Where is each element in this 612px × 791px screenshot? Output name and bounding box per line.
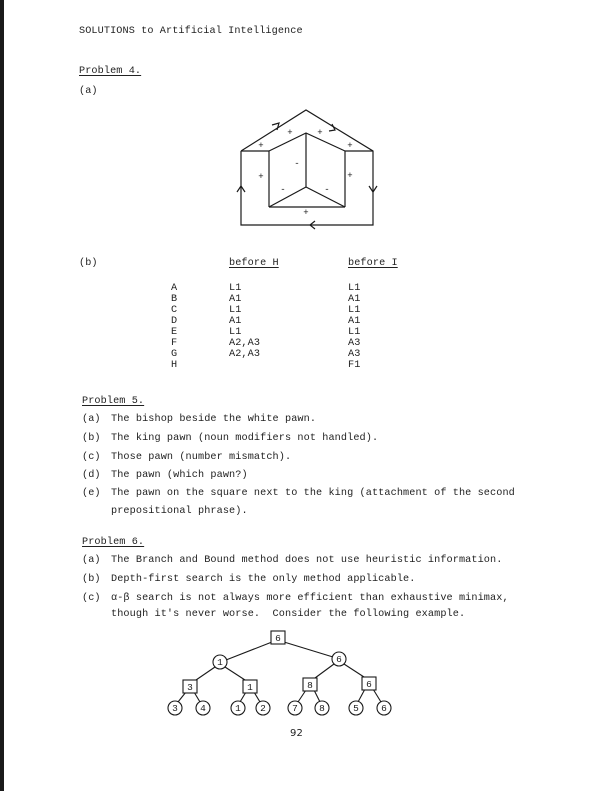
p5-item-label: (d) [82,470,101,481]
p6-item-label: (c) [82,593,101,604]
max-value: 8 [307,680,313,691]
row-before-i: L1 [348,327,361,338]
row-before-h: A1 [229,316,242,327]
running-title: SOLUTIONS to Artificial Intelligence [79,26,303,37]
max-value: 3 [187,682,193,693]
p5-item-text: The king pawn (noun modifiers not handled). [111,433,379,444]
p6-item-text: Depth-first search is the only method applicable. [111,574,416,585]
problem-5-heading: Problem 5. [82,396,145,407]
row-key: B [171,294,178,305]
p6-item-label: (b) [82,574,101,585]
row-before-i: A1 [348,294,361,305]
row-key: C [171,305,178,316]
row-before-i: A1 [348,316,361,327]
sign-2: + [287,128,293,138]
leaf-value: 5 [353,703,359,714]
col-header-before-h: before H [229,258,279,269]
sign-10: + [303,208,309,218]
min-value: 1 [217,657,223,668]
row-key: H [171,360,178,371]
p5-item-label: (c) [82,452,101,463]
row-before-i: A3 [348,338,361,349]
leaf-value: 7 [292,703,298,714]
p5-item-text: The pawn on the square next to the king (attachment of the second [111,488,515,499]
row-before-i: F1 [348,360,361,371]
p6-item-text: The Branch and Bound method does not use heuristic information. [111,555,503,566]
p5-item-label: (b) [82,433,101,444]
leaf-value: 4 [200,703,206,714]
row-key: D [171,316,178,327]
problem-6-heading: Problem 6. [82,537,145,548]
row-before-i: A3 [348,349,361,360]
sign-9: - [324,185,330,195]
page-number: 92 [290,728,303,739]
row-before-h: A1 [229,294,242,305]
max-value: 1 [247,682,253,693]
sign-8: - [280,185,286,195]
row-key: A [171,283,178,294]
row-before-h: A2,A3 [229,349,261,360]
p5-item-text: The bishop beside the white pawn. [111,414,317,425]
p5-item-text: The pawn (which pawn?) [111,470,248,481]
sign-4: + [347,141,353,151]
leaf-value: 1 [235,703,241,714]
row-key: E [171,327,178,338]
tree-edges [178,642,381,702]
sign-6: - [294,159,300,169]
p5-item-text-cont: prepositional phrase). [111,506,248,517]
row-before-h: L1 [229,305,242,316]
row-key: F [171,338,178,349]
min-value: 6 [336,654,342,665]
p6-item-text: α-β search is not always more efficient than exhaustive minimax, [111,593,509,604]
sign-3: + [317,128,323,138]
leaf-value: 2 [260,703,266,714]
root-value: 6 [275,633,281,644]
p5-item-label: (e) [82,488,101,499]
leaf-value: 6 [381,703,387,714]
row-before-h: L1 [229,327,242,338]
max-value: 6 [366,679,372,690]
row-key: G [171,349,178,360]
sign-7: + [347,171,353,181]
leaf-value: 3 [172,703,178,714]
sign-1: + [258,141,264,151]
row-before-i: L1 [348,305,361,316]
sign-5: + [258,172,264,182]
p5-item-text: Those pawn (number mismatch). [111,452,292,463]
leaf-value: 8 [319,703,325,714]
problem-4a-label: (a) [79,86,98,97]
p6-item-text-cont: though it's never worse. Consider the following example. [111,609,466,620]
p5-item-label: (a) [82,414,101,425]
problem-4-heading: Problem 4. [79,66,142,77]
col-header-before-i: before I [348,258,398,269]
row-before-i: L1 [348,283,361,294]
row-before-h: L1 [229,283,242,294]
row-before-h: A2,A3 [229,338,261,349]
problem-4b-label: (b) [79,258,98,269]
p6-item-label: (a) [82,555,101,566]
